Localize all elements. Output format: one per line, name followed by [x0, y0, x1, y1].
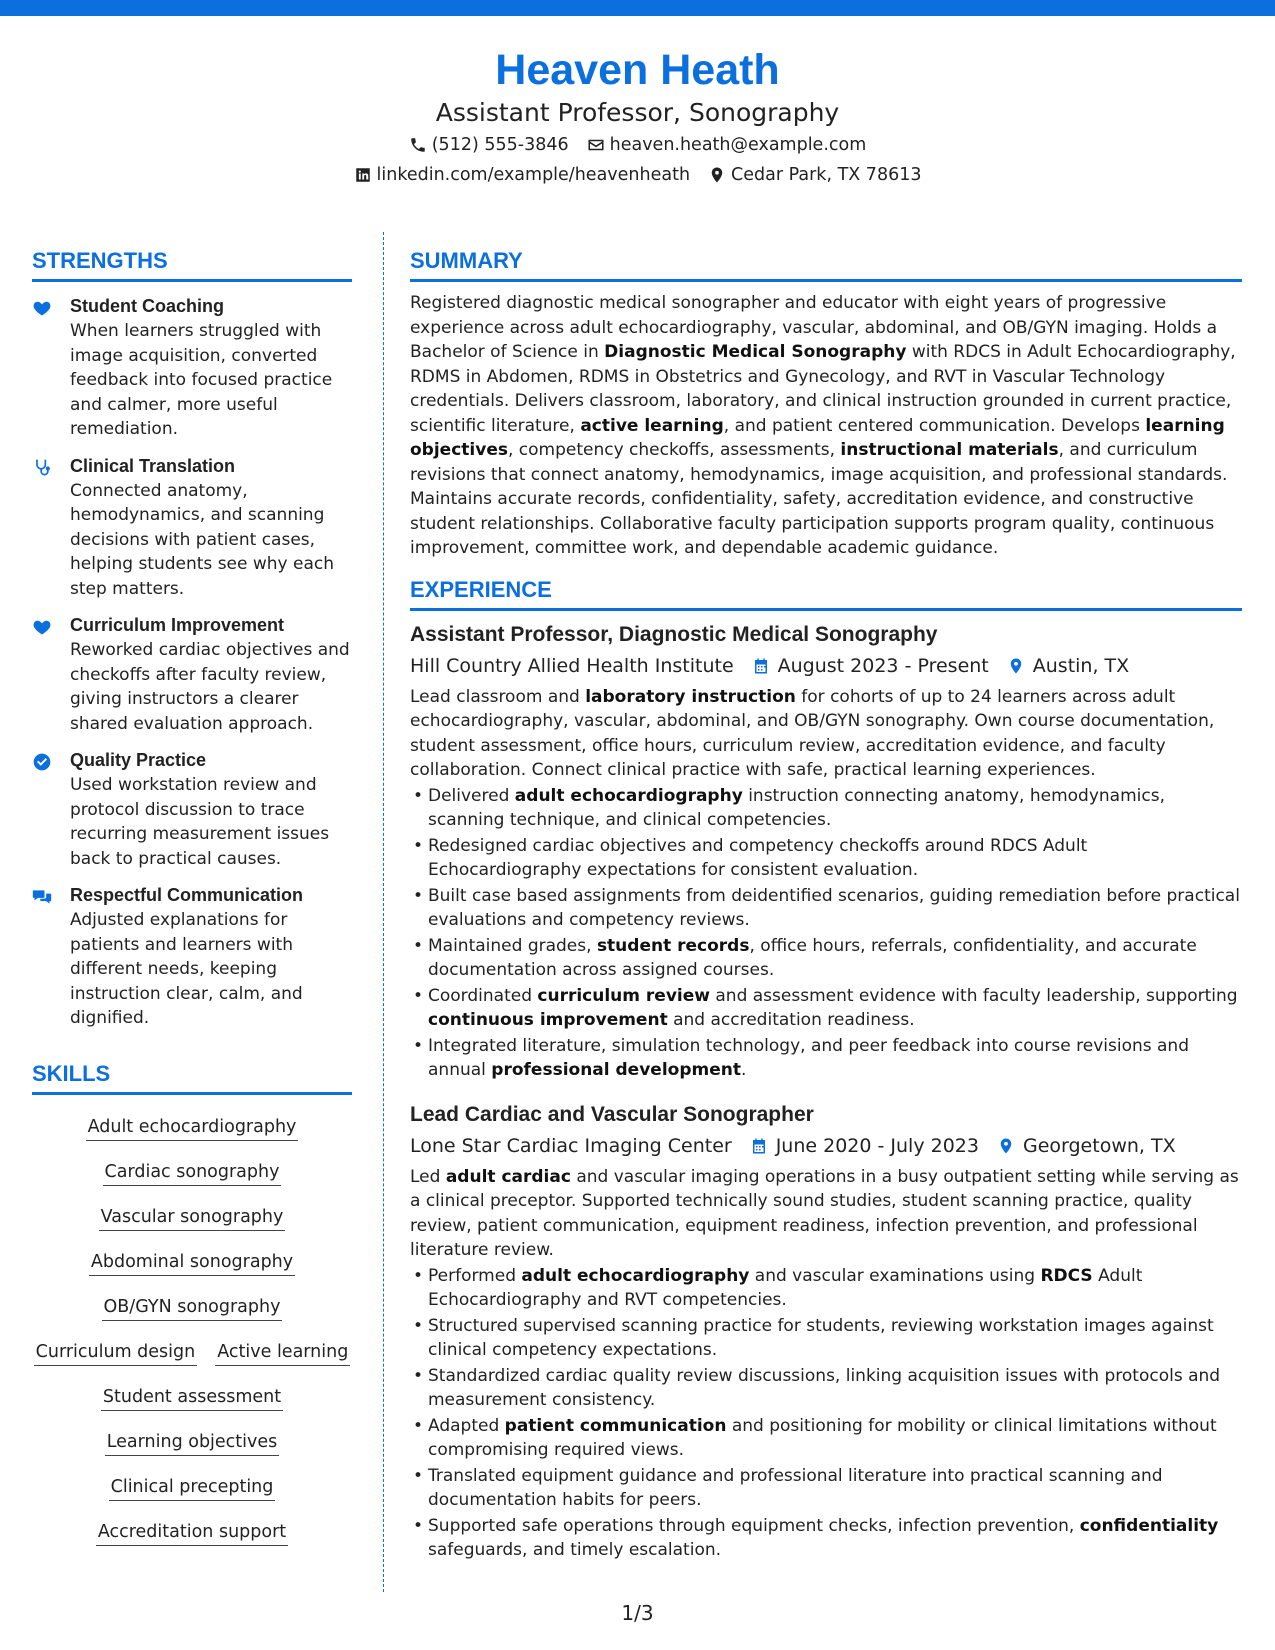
- text-segment: and accreditation readiness.: [667, 1010, 915, 1030]
- strength-name: Quality Practice: [70, 750, 207, 770]
- job-title: Assistant Professor, Diagnostic Medical Sonography: [410, 622, 938, 646]
- experience-section: [410, 575, 1242, 1563]
- text-segment: safeguards, and timely escalation.: [428, 1540, 722, 1560]
- text-segment: Standardized cardiac quality review discussions, linking acquisition issues with protocols and measurement consistency.: [428, 1365, 1221, 1410]
- text-segment: Supported safe operations through equipment checks, infection prevention,: [428, 1515, 1080, 1536]
- skill-tag: OB/GYN sonography: [102, 1294, 283, 1321]
- calendar-icon: [752, 657, 770, 675]
- strength-text: [70, 748, 352, 871]
- check-circle-icon: [32, 752, 52, 772]
- text-segment: .: [740, 1060, 747, 1080]
- skill-tag: Vascular sonography: [99, 1204, 286, 1231]
- text-segment: , office hours, referrals, confidentiality, and accurate documentation across assigned courses.: [428, 935, 1197, 980]
- bullet-item: [410, 1514, 1242, 1563]
- bullet-item: [410, 834, 1242, 883]
- phone-contact: [409, 130, 569, 160]
- skill-row: [102, 1285, 283, 1330]
- bold-keyword: RDCS: [1040, 1265, 1093, 1286]
- text-segment: Lead classroom and: [410, 686, 586, 707]
- text-segment: Performed: [428, 1265, 522, 1286]
- bold-keyword: laboratory instruction: [585, 686, 796, 707]
- employer: [410, 651, 734, 681]
- job-title: Lead Cardiac and Vascular Sonographer: [410, 1102, 814, 1126]
- bullet-item: [410, 1364, 1242, 1413]
- job-entry: [410, 1099, 1242, 1563]
- bold-keyword: student records: [596, 935, 750, 956]
- bullet-item: [410, 884, 1242, 933]
- experience-heading: EXPERIENCE: [410, 575, 1242, 611]
- strength-description: Connected anatomy, hemodynamics, and scanning decisions with patient cases, helping students see why each step matters.: [70, 480, 335, 599]
- strength-name: Clinical Translation: [70, 455, 236, 476]
- job-location-text: Georgetown, TX: [1022, 1134, 1176, 1157]
- text-segment: instruction connecting anatomy, hemodynamics, scanning technique, and clinical competencies.: [428, 785, 1165, 830]
- bold-keyword: instructional materials: [840, 440, 1059, 460]
- bold-keyword: patient communication: [504, 1415, 727, 1436]
- job-description: [410, 685, 1242, 783]
- text-segment: Maintained grades,: [428, 935, 597, 956]
- text-segment: , and curriculum revisions that connect anatomy, hemodynamics, image acquisition, and professional standards. Maintains accurate records, confidentiality, safety, accreditation evidence, and constructive student relationships. Collaborative faculty participation supports program quality, continuous improvement, committee work, and dependable academic guidance.: [410, 440, 1228, 558]
- strength-description: Reworked cardiac objectives and checkoffs after faculty review, giving instructors a clearer shared evaluation approach.: [70, 640, 350, 734]
- bold-keyword: active learning: [580, 415, 724, 436]
- skill-row: [96, 1510, 288, 1555]
- job-dates: [752, 651, 989, 681]
- text-segment: , competency checkoffs, assessments,: [507, 440, 841, 460]
- skill-row: [86, 1105, 299, 1150]
- text-segment: Redesigned cardiac objectives and competency checkoffs around RDCS Adult Echocardiography expectations for consistent evaluation.: [428, 835, 1088, 880]
- text-segment: and assessment evidence with faculty leadership, supporting: [709, 985, 1238, 1006]
- linkedin-icon: [354, 166, 372, 184]
- employer-name: Lone Star Cardiac Imaging Center: [410, 1134, 732, 1157]
- candidate-name: Heaven Heath: [495, 46, 780, 94]
- bold-keyword: adult echocardiography: [514, 785, 743, 806]
- linkedin-contact[interactable]: [354, 160, 691, 190]
- employer: [410, 1131, 732, 1161]
- dates-text: August 2023 - Present: [777, 654, 989, 677]
- dates-text: June 2020 - July 2023: [775, 1134, 979, 1157]
- left-column: [32, 246, 352, 1555]
- strength-item: [32, 748, 352, 871]
- phone-icon: [409, 136, 427, 154]
- strength-item: [32, 883, 352, 1031]
- strength-item: [32, 613, 352, 736]
- strength-text: [70, 883, 352, 1031]
- text-segment: and vascular imaging operations in a busy outpatient setting while serving as a clinical preceptor. Supported technically sound studies, student scanning practice, quality review, patient communication, equipment readiness, infection prevention, and professional literature review.: [410, 1166, 1239, 1260]
- skill-row: [99, 1195, 286, 1240]
- bold-keyword: continuous improvement: [428, 1010, 668, 1030]
- skill-row: [105, 1420, 280, 1465]
- skill-tag: Curriculum design: [34, 1339, 198, 1366]
- job-bullets: [410, 1264, 1242, 1563]
- contact-row-1: [0, 130, 1275, 160]
- envelope-icon: [587, 136, 605, 154]
- location-contact: [708, 160, 921, 190]
- text-segment: and positioning for mobility or clinical limitations without compromising required views.: [428, 1415, 1217, 1460]
- text-segment: Coordinated: [428, 985, 538, 1006]
- skill-row: [101, 1375, 283, 1420]
- bold-keyword: confidentiality: [1079, 1515, 1219, 1536]
- job-meta: [410, 1131, 1242, 1161]
- bold-keyword: curriculum review: [537, 985, 710, 1006]
- skill-tag: Active learning: [215, 1339, 350, 1366]
- strength-text: [70, 613, 352, 736]
- strength-icon-wrap: [32, 454, 70, 602]
- right-column: [410, 246, 1242, 1564]
- column-divider: [383, 232, 384, 1592]
- job-meta: [410, 651, 1242, 681]
- text-segment: Integrated literature, simulation technology, and peer feedback into course revisions and annual: [428, 1035, 1189, 1080]
- strength-text: [70, 454, 352, 602]
- bullet-item: [410, 784, 1242, 833]
- strength-icon-wrap: [32, 613, 70, 736]
- job-description: [410, 1165, 1242, 1263]
- job-location: [1007, 651, 1129, 681]
- phone-text: (512) 555-3846: [431, 135, 569, 155]
- skill-row: [103, 1150, 282, 1195]
- bold-keyword: adult cardiac: [445, 1166, 571, 1187]
- job-entry: [410, 619, 1242, 1083]
- job-bullets: [410, 784, 1242, 1083]
- text-segment: Adult Echocardiography and RVT competencies.: [428, 1265, 1143, 1310]
- summary-paragraph: [410, 291, 1242, 561]
- skill-tag: Student assessment: [101, 1384, 283, 1411]
- strength-description: When learners struggled with image acquisition, converted feedback into focused practice and calmer, more useful remediation.: [70, 321, 333, 439]
- strength-icon-wrap: [32, 883, 70, 1031]
- text-segment: Registered diagnostic medical sonographer and educator with eight years of progressive experience across adult echocardiography, vascular, abdominal, and OB/GYN imaging. Holds a Bachelor of Science in: [410, 293, 1218, 362]
- strength-name: Curriculum Improvement: [70, 615, 285, 635]
- text-segment: Led: [410, 1166, 446, 1187]
- bullet-item: [410, 1464, 1242, 1513]
- email-text: heaven.heath@example.com: [609, 135, 867, 155]
- skill-tag: Abdominal sonography: [89, 1249, 295, 1276]
- strength-name: Respectful Communication: [70, 885, 304, 905]
- heart-icon: [32, 617, 52, 637]
- bold-keyword: learning objectives: [410, 415, 1225, 460]
- strength-item: [32, 294, 352, 442]
- text-segment: Adapted: [428, 1415, 505, 1436]
- summary-heading: SUMMARY: [410, 246, 1242, 282]
- strength-description: Used workstation review and protocol discussion to trace recurring measurement issues back to practical causes.: [70, 775, 330, 869]
- bullet-item: [410, 934, 1242, 983]
- bullet-item: [410, 1264, 1242, 1313]
- job-location: [997, 1131, 1176, 1161]
- job-dates: [750, 1131, 979, 1161]
- text-segment: , and patient centered communication. Develops: [723, 415, 1146, 436]
- stethoscope-icon: [32, 458, 52, 478]
- bullet-item: [410, 1034, 1242, 1083]
- heart-icon: [32, 298, 52, 318]
- text-segment: with RDCS in Adult Echocardiography, RDMS in Abdomen, RDMS in Obstetrics and Gynecology, and RVT in Vascular Technology credentials. Delivers classroom, laboratory, and clinical instruction grounded in current practice, scientific literature,: [410, 342, 1236, 436]
- email-contact[interactable]: [587, 130, 867, 160]
- skills-section: [32, 1059, 352, 1555]
- text-segment: Structured supervised scanning practice for students, reviewing workstation images against clinical competency expectations.: [428, 1315, 1214, 1360]
- contact-row-2: [0, 160, 1275, 190]
- bold-keyword: adult echocardiography: [521, 1265, 750, 1286]
- map-pin-icon: [708, 166, 726, 184]
- bullet-item: [410, 1414, 1242, 1463]
- jobs-list: [410, 619, 1242, 1563]
- skill-row: [89, 1240, 295, 1285]
- strength-icon-wrap: [32, 294, 70, 442]
- employer-name: Hill Country Allied Health Institute: [410, 654, 734, 677]
- bold-keyword: professional development: [491, 1060, 741, 1080]
- top-accent-bar: [0, 0, 1275, 16]
- resume-header: [0, 42, 1275, 190]
- skill-row: [34, 1330, 351, 1375]
- calendar-icon: [750, 1137, 768, 1155]
- map-pin-icon: [1007, 657, 1025, 675]
- map-pin-icon: [997, 1137, 1015, 1155]
- strength-description: Adjusted explanations for patients and learners with different needs, keeping instruction clear, calm, and dignified.: [70, 910, 303, 1028]
- text-segment: Translated equipment guidance and professional literature into practical scanning and documentation habits for peers.: [428, 1465, 1163, 1510]
- skill-tag: Clinical precepting: [109, 1474, 276, 1501]
- location-text: Cedar Park, TX 78613: [731, 165, 922, 185]
- skill-tag: Accreditation support: [96, 1519, 288, 1546]
- skills-list: [32, 1105, 352, 1555]
- job-location-text: Austin, TX: [1032, 654, 1130, 677]
- comments-icon: [32, 887, 52, 907]
- skill-row: [109, 1465, 276, 1510]
- candidate-title: Assistant Professor, Sonography: [435, 98, 840, 127]
- bold-keyword: Diagnostic Medical Sonography: [604, 342, 907, 362]
- skill-tag: Cardiac sonography: [103, 1159, 282, 1186]
- strength-icon-wrap: [32, 748, 70, 871]
- skills-heading: SKILLS: [32, 1059, 352, 1095]
- text-segment: and vascular examinations using: [749, 1265, 1041, 1286]
- strength-item: [32, 454, 352, 602]
- bullet-item: [410, 1314, 1242, 1363]
- strength-name: Student Coaching: [70, 296, 224, 316]
- strengths-list: [32, 294, 352, 1031]
- skill-tag: Learning objectives: [105, 1429, 280, 1456]
- linkedin-text: linkedin.com/example/heavenheath: [376, 165, 691, 185]
- strengths-heading: STRENGTHS: [32, 246, 352, 282]
- skill-tag: Adult echocardiography: [86, 1114, 299, 1141]
- bullet-item: [410, 984, 1242, 1033]
- text-segment: Delivered: [428, 785, 515, 806]
- strength-text: [70, 294, 352, 442]
- text-segment: for cohorts of up to 24 learners across adult echocardiography, vascular, abdominal, and OB/GYN sonography. Own course documentation, student assessment, office hours, curriculum review, accreditation evidence, and faculty collaboration. Connect clinical practice with safe, practical learning experiences.: [410, 686, 1215, 780]
- page-number: 1/3: [621, 1601, 654, 1625]
- text-segment: Built case based assignments from deidentified scenarios, guiding remediation before practical evaluations and competency reviews.: [428, 885, 1240, 930]
